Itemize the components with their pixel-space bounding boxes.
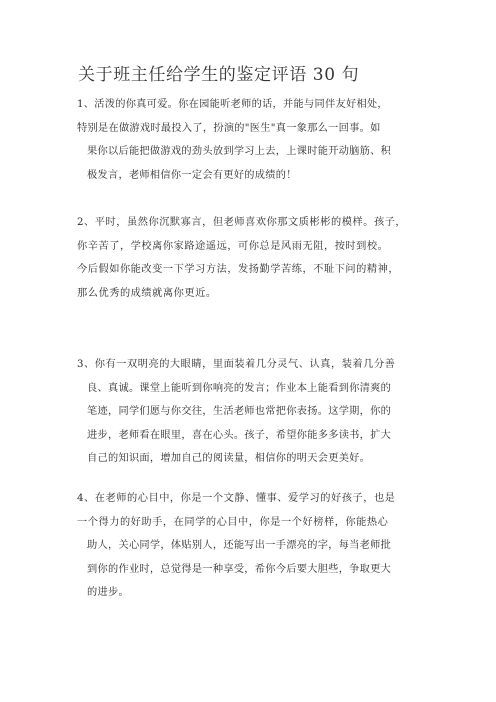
paragraph-2 <box>77 211 422 305</box>
paragraph-line: 3、你有一双明亮的大眼睛，里面装着几分灵气、认真，装着几分善 <box>77 359 396 370</box>
paragraph-line: 一个得力的好助手，在同学的心目中，你是一个好榜样，你能热心 <box>77 516 389 528</box>
document-title: 关于班主任给学生的鉴定评语 30 句 <box>78 65 360 85</box>
paragraph-4 <box>77 487 422 605</box>
paragraph-line: 今后假如你能改变一下学习方法，发扬勤学苦练，不耻下问的精神， <box>77 264 400 276</box>
paragraph-line: 到你的作业时，总觉得是一种享受，希你今后要大胆些，争取更大 <box>87 563 392 575</box>
paragraph-line: 2、平时，虽然你沉默寡言，但老师喜欢你那文质彬彬的模样。孩子， <box>77 217 407 228</box>
paragraph-line: 的进步。 <box>87 587 129 599</box>
paragraph-line: 那么优秀的成绩就离你更近。 <box>77 287 217 299</box>
paragraph-line: 良、真诚。课堂上能听到你响亮的发言；作业本上能看到你清爽的 <box>87 382 392 394</box>
paragraph-line: 自己的知识面，增加自己的阅读量，相信你的明天会更美好。 <box>87 453 371 465</box>
paragraph-line: 1、活泼的你真可爱。你在园能听老师的话，并能与同伴友好相处， <box>77 99 388 110</box>
paragraph-line: 特别是在做游戏时最投入了，扮演的"医生"真一象那么一回事。如 <box>77 122 381 134</box>
paragraph-line: 你辛苦了，学校离你家路途遥远，可你总是风雨无阻，按时到校。 <box>77 240 389 252</box>
paragraph-line: 笔迹，同学们愿与你交往，生活老师也常把你表扬。这学期，你的 <box>87 406 392 418</box>
paragraph-line: 进步，老师看在眼里，喜在心头。孩子，希望你能多多读书，扩大 <box>87 429 392 441</box>
paragraph-line: 果你以后能把做游戏的劲头放到学习上去，上课时能开动脑筋、积 <box>87 146 392 158</box>
paragraph-1 <box>77 93 422 187</box>
paragraph-3 <box>77 353 422 471</box>
paragraph-line: 助人，关心同学，体贴别人，还能写出一手漂亮的字，每当老师批 <box>87 540 392 552</box>
paragraph-line: 4、在老师的心目中，你是一个文静、懂事、爱学习的好孩子，也是 <box>77 493 396 504</box>
paragraph-line: 极发言，老师相信你一定会有更好的成绩的！ <box>87 169 297 181</box>
